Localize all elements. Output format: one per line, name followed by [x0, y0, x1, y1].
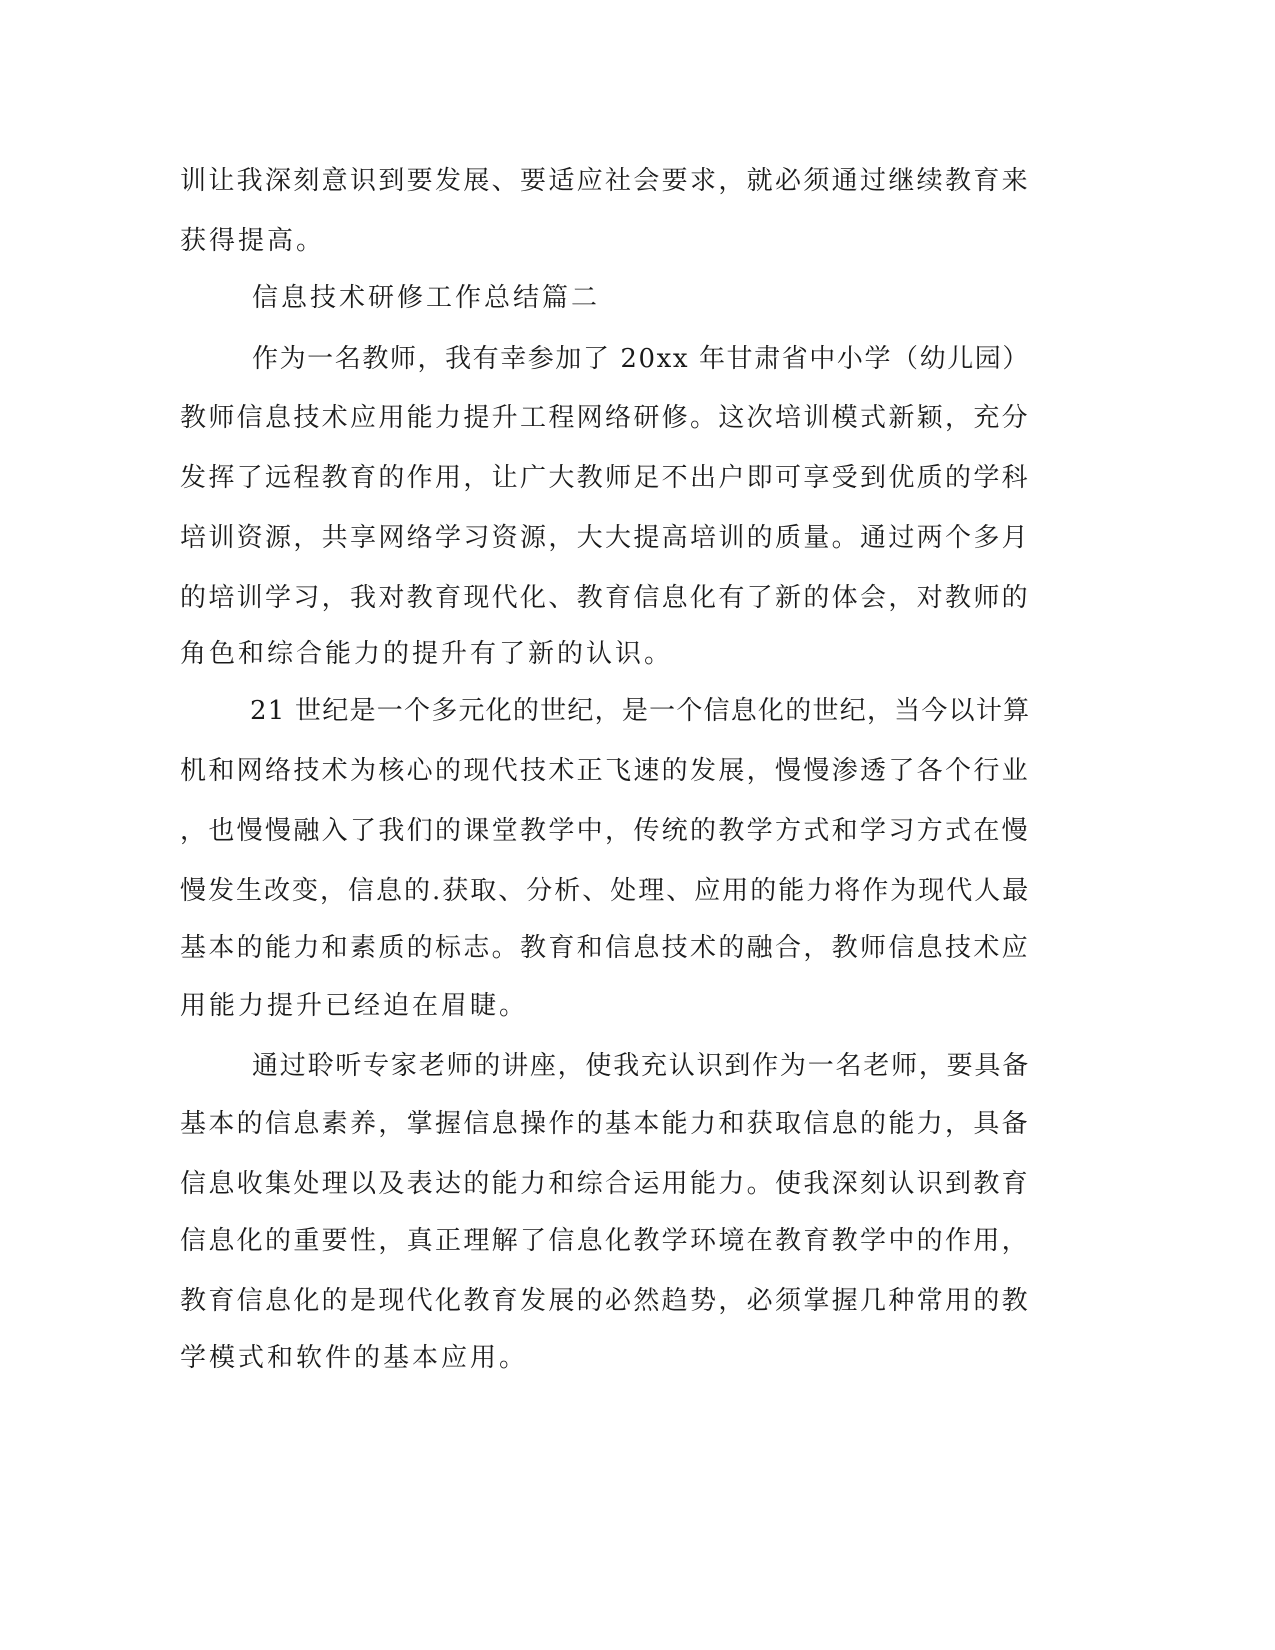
text-line: 角色和综合能力的提升有了新的认识。: [180, 639, 674, 669]
text-line: 获得提高。: [180, 226, 326, 256]
text-line: 基本的信息素养，掌握信息操作的基本能力和获取信息的能力，具备: [180, 1109, 1031, 1139]
text-line: 的培训学习，我对教育现代化、教育信息化有了新的体会，对教师的: [180, 583, 1031, 613]
text-line: 发挥了远程教育的作用，让广大教师足不出户即可享受到优质的学科: [180, 463, 1031, 493]
text-line: 基本的能力和素质的标志。教育和信息技术的融合，教师信息技术应: [180, 933, 1031, 963]
text-line: 信息收集处理以及表达的能力和综合运用能力。使我深刻认识到教育: [180, 1169, 1031, 1199]
text-line: 通过聆听专家老师的讲座，使我充认识到作为一名老师，要具备: [252, 1051, 1031, 1081]
text-line: ，也慢慢融入了我们的课堂教学中，传统的教学方式和学习方式在慢: [180, 816, 1031, 846]
text-line: 培训资源，共享网络学习资源，大大提高培训的质量。通过两个多月: [180, 523, 1031, 553]
text-line: 学模式和软件的基本应用。: [180, 1343, 529, 1373]
text-line: 作为一名教师，我有幸参加了 20xx 年甘肃省中小学（幼儿园）: [252, 344, 1030, 374]
text-line: 信息化的重要性，真正理解了信息化教学环境在教育教学中的作用，: [180, 1226, 1031, 1256]
text-line: 慢发生改变，信息的.获取、分析、处理、应用的能力将作为现代人最: [180, 876, 1031, 906]
section-heading: 信息技术研修工作总结篇二: [252, 283, 601, 313]
text-line: 教师信息技术应用能力提升工程网络研修。这次培训模式新颖，充分: [180, 403, 1031, 433]
text-line: 21 世纪是一个多元化的世纪，是一个信息化的世纪，当今以计算: [250, 696, 1031, 726]
text-line: 教育信息化的是现代化教育发展的必然趋势，必须掌握几种常用的教: [180, 1286, 1031, 1316]
text-line: 用能力提升已经迫在眉睫。: [180, 991, 529, 1021]
text-line: 训让我深刻意识到要发展、要适应社会要求，就必须通过继续教育来: [180, 166, 1031, 196]
text-line: 机和网络技术为核心的现代技术正飞速的发展，慢慢渗透了各个行业: [180, 756, 1031, 786]
